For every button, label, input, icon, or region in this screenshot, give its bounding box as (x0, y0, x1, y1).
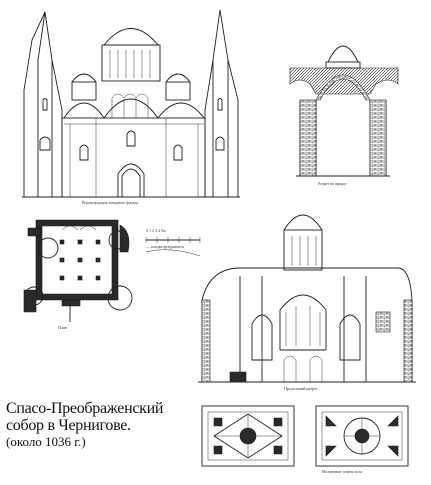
longitudinal-section-drawing (198, 215, 416, 382)
plan-caption: План (58, 325, 67, 330)
west-facade-caption: Реконструкция западного фасада (82, 200, 139, 205)
scale-bar-label: 0 1 2 3 4 5м (146, 228, 166, 233)
longitudinal-section-caption: Продольный разрез (284, 386, 318, 391)
title-line-1: Спасо-Преображенский (6, 400, 164, 417)
plan-drawing (24, 220, 132, 322)
arcade-section-caption: Разрез по аркаде (318, 181, 347, 186)
arcade-section-drawing (290, 46, 398, 176)
west-facade-drawing (22, 10, 240, 197)
title-block (6, 400, 196, 450)
foundation-legend-label: — кладка фундамента (146, 244, 184, 249)
floor-tiles-caption: Мозаичные плиты пола (322, 469, 363, 474)
title-date: (около 1036 г.) (6, 434, 86, 449)
title-line-2: собор в Чернигове. (6, 417, 131, 434)
floor-tiles-drawing (202, 406, 408, 466)
